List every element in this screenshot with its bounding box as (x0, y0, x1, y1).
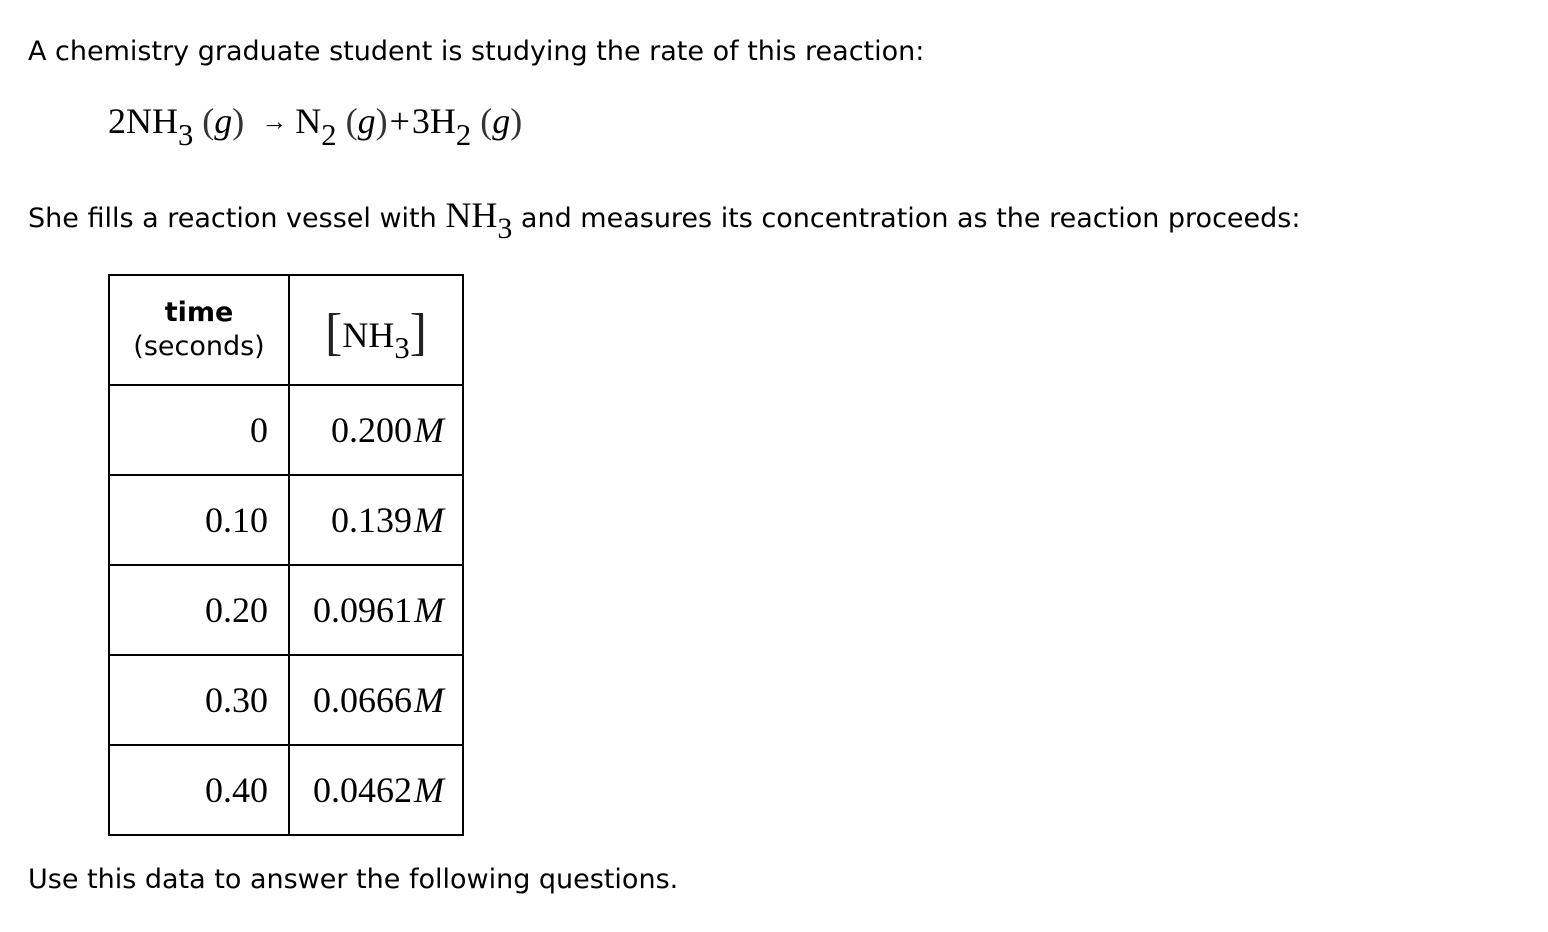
concentration-table (108, 274, 464, 836)
time-cell: 0.40 (109, 745, 289, 835)
product2-formula: H (429, 101, 456, 141)
conc-header-species: NH (342, 314, 395, 355)
closing-text: Use this data to answer the following questions. (28, 864, 679, 895)
time-header-unit: (seconds) (133, 331, 265, 362)
table-header-row (109, 275, 463, 385)
concentration-unit: M (414, 410, 444, 450)
conc-header-subscript: 3 (394, 331, 410, 366)
reaction-arrow-icon: → (261, 107, 288, 136)
reaction-equation: 2NH3 (g) → N2 (g)+3H2 (g) (108, 101, 523, 152)
concentration-column-header: [NH3] (289, 275, 463, 385)
vessel-species: NH (445, 195, 498, 235)
reactant-subscript: 3 (178, 117, 194, 152)
table-row (109, 385, 463, 475)
table-row (109, 655, 463, 745)
concentration-unit: M (414, 590, 444, 630)
plus-sign: + (389, 101, 410, 141)
vessel-text-after: and measures its concentration as the reaction proceeds: (512, 203, 1301, 234)
concentration-unit: M (414, 770, 444, 810)
concentration-value: 0.0961 (313, 590, 412, 630)
concentration-cell (289, 745, 463, 835)
reactant-coefficient: 2 (108, 101, 126, 141)
product1-formula: N (295, 101, 322, 141)
vessel-text (28, 194, 1301, 246)
concentration-value: 0.0462 (313, 770, 412, 810)
concentration-cell (289, 565, 463, 655)
vessel-species-subscript: 3 (497, 212, 513, 246)
concentration-cell (289, 385, 463, 475)
product2-phase: g (492, 101, 511, 141)
product2-subscript: 2 (455, 117, 472, 152)
product1-subscript: 2 (321, 117, 337, 152)
table-row (109, 475, 463, 565)
time-cell: 0.20 (109, 565, 289, 655)
time-header-label: time (164, 297, 234, 328)
reactant-formula: NH (126, 101, 178, 141)
concentration-unit: M (414, 680, 444, 720)
table-row (109, 745, 463, 835)
product1-phase: g (357, 101, 376, 141)
time-cell: 0.30 (109, 655, 289, 745)
intro-text: A chemistry graduate student is studying the rate of this reaction: (28, 36, 925, 67)
reactant-phase: g (214, 101, 233, 141)
time-column-header (109, 275, 289, 385)
concentration-value: 0.200 (331, 410, 412, 450)
product2-coefficient: 3 (411, 101, 430, 141)
concentration-value: 0.0666 (313, 680, 412, 720)
concentration-value: 0.139 (331, 500, 412, 540)
table-row (109, 565, 463, 655)
vessel-text-before: She fills a reaction vessel with (28, 203, 446, 234)
concentration-cell (289, 655, 463, 745)
concentration-cell (289, 475, 463, 565)
concentration-unit: M (414, 500, 444, 540)
time-cell: 0 (109, 385, 289, 475)
time-cell: 0.10 (109, 475, 289, 565)
